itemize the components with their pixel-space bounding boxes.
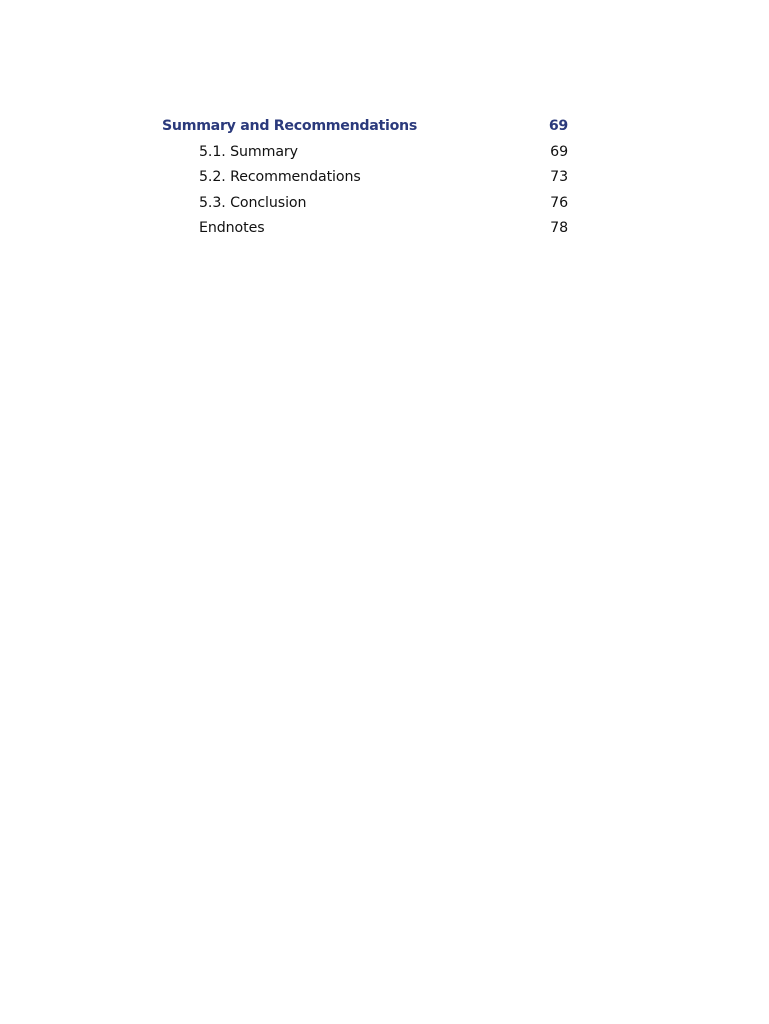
toc-entry-page-number: 76: [550, 194, 568, 211]
table-of-contents: [162, 114, 568, 242]
toc-entry-label: Endnotes: [199, 220, 265, 237]
toc-section-page-number: 69: [548, 118, 568, 134]
toc-entry-label: 5.2. Recommendations: [199, 169, 361, 186]
toc-entry-page-number: 78: [550, 220, 568, 237]
toc-entry-conclusion[interactable]: [162, 191, 568, 217]
toc-entry-page-number: 73: [550, 169, 568, 186]
toc-section-summary-and-recommendations[interactable]: [162, 114, 568, 140]
toc-entry-page-number: 69: [550, 143, 568, 160]
toc-entry-label: 5.3. Conclusion: [199, 194, 307, 211]
toc-section-label: Summary and Recommendations: [162, 118, 417, 134]
toc-entry-summary[interactable]: [162, 140, 568, 166]
toc-entry-label: 5.1. Summary: [199, 143, 298, 160]
toc-entry-endnotes[interactable]: [162, 216, 568, 242]
toc-entry-recommendations[interactable]: [162, 165, 568, 191]
